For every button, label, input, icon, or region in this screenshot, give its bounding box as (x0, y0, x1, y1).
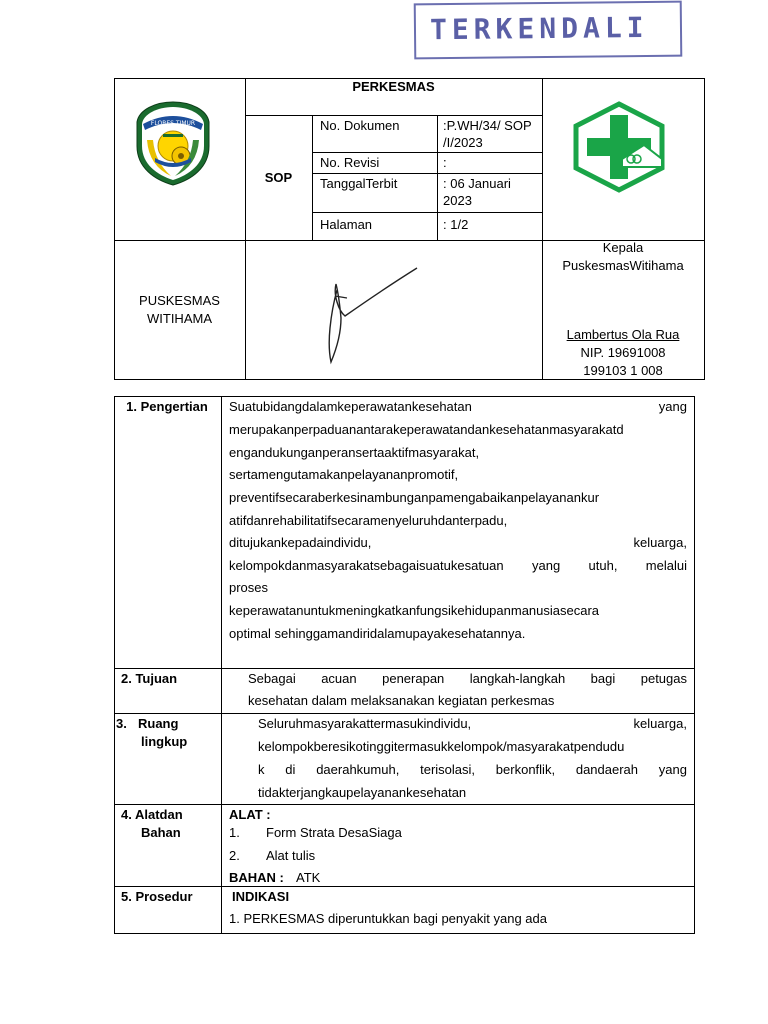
alat-item-2-number: 2. (229, 848, 240, 863)
puskesmas-logo-icon (572, 101, 666, 193)
halaman-label: Halaman (320, 217, 373, 232)
indikasi-heading: INDIKASI (232, 889, 290, 904)
tujuan-label: 2. Tujuan (121, 671, 178, 686)
puskesmas-name: PUSKESMAS WITIHAMA (139, 293, 220, 326)
document-title: PERKESMAS (352, 79, 435, 94)
no-revisi-value: : (443, 155, 447, 170)
signature-image (315, 262, 425, 368)
pengertian-label: 1. Pengertian (126, 399, 208, 414)
nip-line-1: NIP. 19691008 (580, 345, 666, 360)
nip-line-2: 199103 1 008 (583, 363, 663, 378)
no-dokumen-label: No. Dokumen (320, 118, 400, 133)
no-revisi-label: No. Revisi (320, 155, 380, 170)
bahan-value: ATK (296, 870, 321, 885)
alat-item-1-number: 1. (229, 825, 240, 840)
terkendali-stamp (414, 1, 683, 60)
tanggal-terbit-label: TanggalTerbit (320, 176, 398, 191)
halaman-value: : 1/2 (443, 217, 469, 232)
alat-item-1: Form Strata DesaSiaga (266, 825, 402, 840)
prosedur-line-1: 1. PERKESMAS diperuntukkan bagi penyakit yang ada (229, 911, 547, 926)
kepala-title: Kepala PuskesmasWitihama (562, 240, 684, 273)
flores-timur-emblem-icon (133, 100, 213, 186)
tanggal-terbit-value: : 06 Januari 2023 (443, 176, 511, 208)
alat-item-2: Alat tulis (266, 848, 316, 863)
prosedur-label: 5. Prosedur (121, 889, 193, 904)
alat-heading: ALAT : (229, 807, 271, 822)
emblem-banner-text: FLORES TIMUR (150, 120, 196, 127)
signer-name: Lambertus Ola Rua (566, 327, 680, 342)
stamp-text: TERKENDALI (429, 10, 649, 47)
no-dokumen-value: :P.WH/34/ SOP /I/2023 (443, 118, 532, 150)
sop-label: SOP (264, 170, 293, 185)
bahan-heading: BAHAN : (229, 870, 284, 885)
